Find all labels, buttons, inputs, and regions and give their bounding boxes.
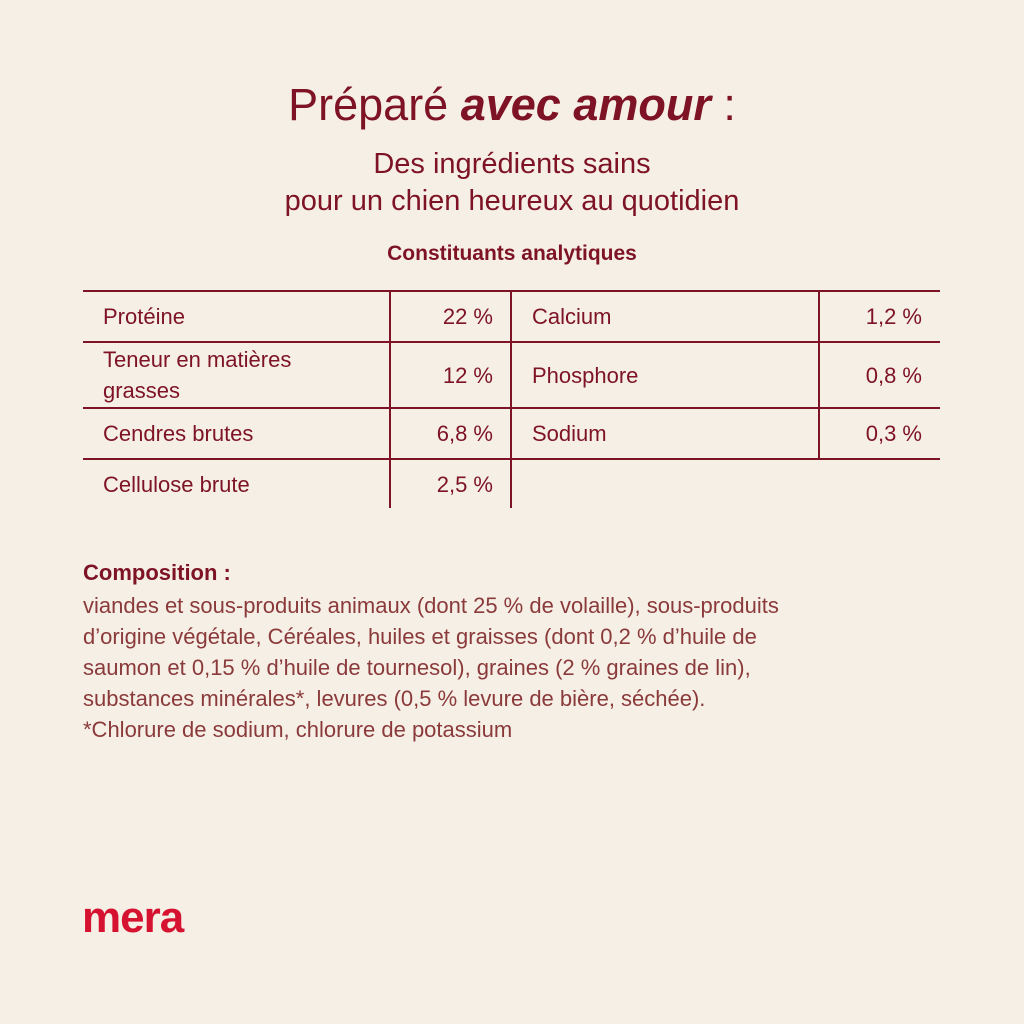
title-start: Préparé	[288, 79, 461, 130]
table-cell-label: Teneur en matières	[103, 347, 292, 372]
table-cell-value: 6,8 %	[436, 421, 493, 446]
table-cell-label: Sodium	[532, 421, 607, 446]
table-line	[511, 458, 940, 460]
table-cell-value: 0,8 %	[865, 363, 922, 388]
table-line	[511, 341, 940, 343]
analytics-heading: Constituants analytiques	[387, 242, 637, 265]
table-cell-value: 1,2 %	[865, 304, 922, 329]
table-line	[83, 458, 511, 460]
title-emphasis: avec amour	[460, 79, 711, 130]
table-cell-label: Protéine	[103, 304, 185, 329]
table-line	[83, 407, 511, 409]
composition-line: d’origine végétale, Céréales, huiles et graisses (dont 0,2 % d’huile de	[83, 624, 757, 649]
table-cell-value: 0,3 %	[865, 421, 922, 446]
table-cell-label: Cellulose brute	[103, 472, 250, 497]
table-cell-value: 22 %	[442, 304, 493, 329]
composition-line: viandes et sous-produits animaux (dont 25 % de volaille), sous-produits	[83, 593, 779, 618]
subtitle-line-2: pour un chien heureux au quotidien	[284, 185, 740, 217]
table-cell-label: Calcium	[532, 304, 612, 329]
brand-logo: mera	[82, 893, 184, 942]
table-line	[511, 290, 940, 292]
table-cell-value: 2,5 %	[436, 472, 493, 497]
title-end: :	[710, 79, 736, 130]
composition-line: substances minérales*, levures (0,5 % levure de bière, séchée).	[83, 686, 706, 711]
composition-line: saumon et 0,15 % d’huile de tournesol), graines (2 % graines de lin),	[83, 655, 751, 680]
composition-line: *Chlorure de sodium, chlorure de potassium	[83, 717, 513, 742]
table-line	[510, 290, 512, 508]
composition-text	[83, 590, 963, 745]
table-line	[83, 290, 511, 292]
table-line	[389, 290, 391, 508]
table-cell-label: Cendres brutes	[103, 421, 254, 446]
table-line	[83, 341, 511, 343]
table-cell-label: grasses	[103, 378, 181, 403]
subtitle-line-1: Des ingrédients sains	[373, 148, 651, 180]
table-line	[511, 407, 940, 409]
table-cell-value: 12 %	[442, 363, 493, 388]
composition-title: Composition :	[83, 560, 231, 585]
table-line	[818, 290, 820, 460]
table-cell-label: Phosphore	[532, 363, 639, 388]
